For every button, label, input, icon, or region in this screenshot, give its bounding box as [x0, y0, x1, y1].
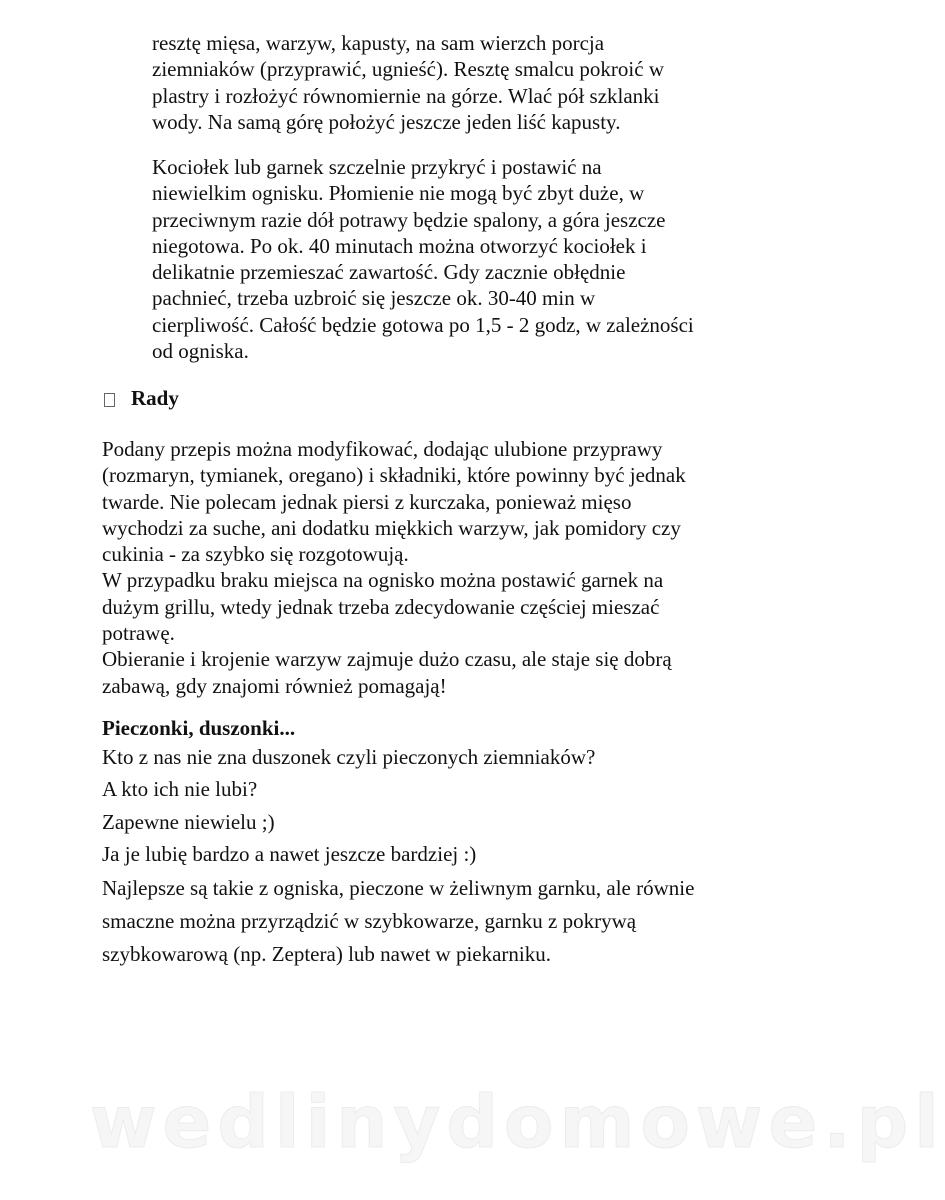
text-line: szybkowarową (np. Zeptera) lub nawet w piekarniku.	[102, 942, 552, 966]
recipe-step-paragraph	[152, 30, 772, 135]
text-line: Najlepsze są takie z ogniska, pieczone w żeliwnym garnku, ale równie	[102, 876, 695, 900]
text-line: przeciwnym razie dół potrawy będzie spalony, a góra jeszcze	[152, 207, 666, 232]
text-line: potrawę.	[102, 621, 175, 646]
text-line: Obieranie i krojenie warzyw zajmuje dużo czasu, ale staje się dobrą	[102, 647, 672, 672]
section-heading: Pieczonki, duszonki...	[102, 716, 296, 740]
bullet-box-icon	[104, 393, 115, 407]
text-line: (rozmaryn, tymianek, oregano) i składniki, które powinny być jednak	[102, 463, 686, 488]
text-line: cierpliwość. Całość będzie gotowa po 1,5 - 2 godz, w zależności	[152, 312, 694, 337]
text-line: cukinia - za szybko się rozgotowują.	[102, 542, 409, 567]
text-line: zabawą, gdy znajomi również pomagają!	[102, 673, 447, 698]
text-line: twarde. Nie polecam jednak piersi z kurczaka, ponieważ mięso	[102, 489, 632, 514]
text-line: od ogniska.	[152, 339, 249, 364]
text-line: W przypadku braku miejsca na ognisko można postawić garnek na	[102, 568, 664, 593]
text-line: plastry i rozłożyć równomiernie na górze. Wlać pół szklanki	[152, 83, 660, 108]
text-line: wody. Na samą górę położyć jeszcze jeden liść kapusty.	[152, 109, 621, 134]
tips-paragraph	[102, 436, 762, 699]
text-line: smaczne można przyrządzić w szybkowarze, garnku z pokrywą	[102, 909, 637, 933]
text-line: Ja je lubię bardzo a nawet jeszcze bardziej :)	[102, 842, 477, 866]
text-line: Podany przepis można modyfikować, dodając ulubione przyprawy	[102, 437, 663, 461]
text-line: wychodzi za suche, ani dodatku miękkich warzyw, jak pomidory czy	[102, 515, 681, 540]
text-line: resztę mięsa, warzyw, kapusty, na sam wierzch porcja	[152, 31, 605, 55]
text-line: Kto z nas nie zna duszonek czyli pieczonych ziemniaków?	[102, 745, 596, 769]
text-line: niewielkim ognisku. Płomienie nie mogą być zbyt duże, w	[152, 181, 645, 206]
text-line: dużym grillu, wtedy jednak trzeba zdecydowanie częściej mieszać	[102, 594, 660, 619]
watermark: wedlinydomowe.pl	[90, 1080, 945, 1164]
text-line: niegotowa. Po ok. 40 minutach można otworzyć kociołek i	[152, 233, 647, 258]
tips-heading: Rady	[131, 386, 179, 410]
text-line: Kociołek lub garnek szczelnie przykryć i postawić na	[152, 155, 602, 179]
text-line: Zapewne niewielu ;)	[102, 810, 275, 834]
final-paragraph	[102, 872, 802, 971]
text-line: ziemniaków (przyprawić, ugnieść). Resztę smalcu pokroić w	[152, 57, 664, 82]
text-line: delikatnie przemieszać zawartość. Gdy zacznie obłędnie	[152, 260, 626, 285]
text-line: A kto ich nie lubi?	[102, 777, 258, 801]
text-line: pachnieć, trzeba uzbroić się jeszcze ok. 30-40 min w	[152, 286, 596, 311]
cooking-instructions-paragraph	[152, 154, 772, 364]
